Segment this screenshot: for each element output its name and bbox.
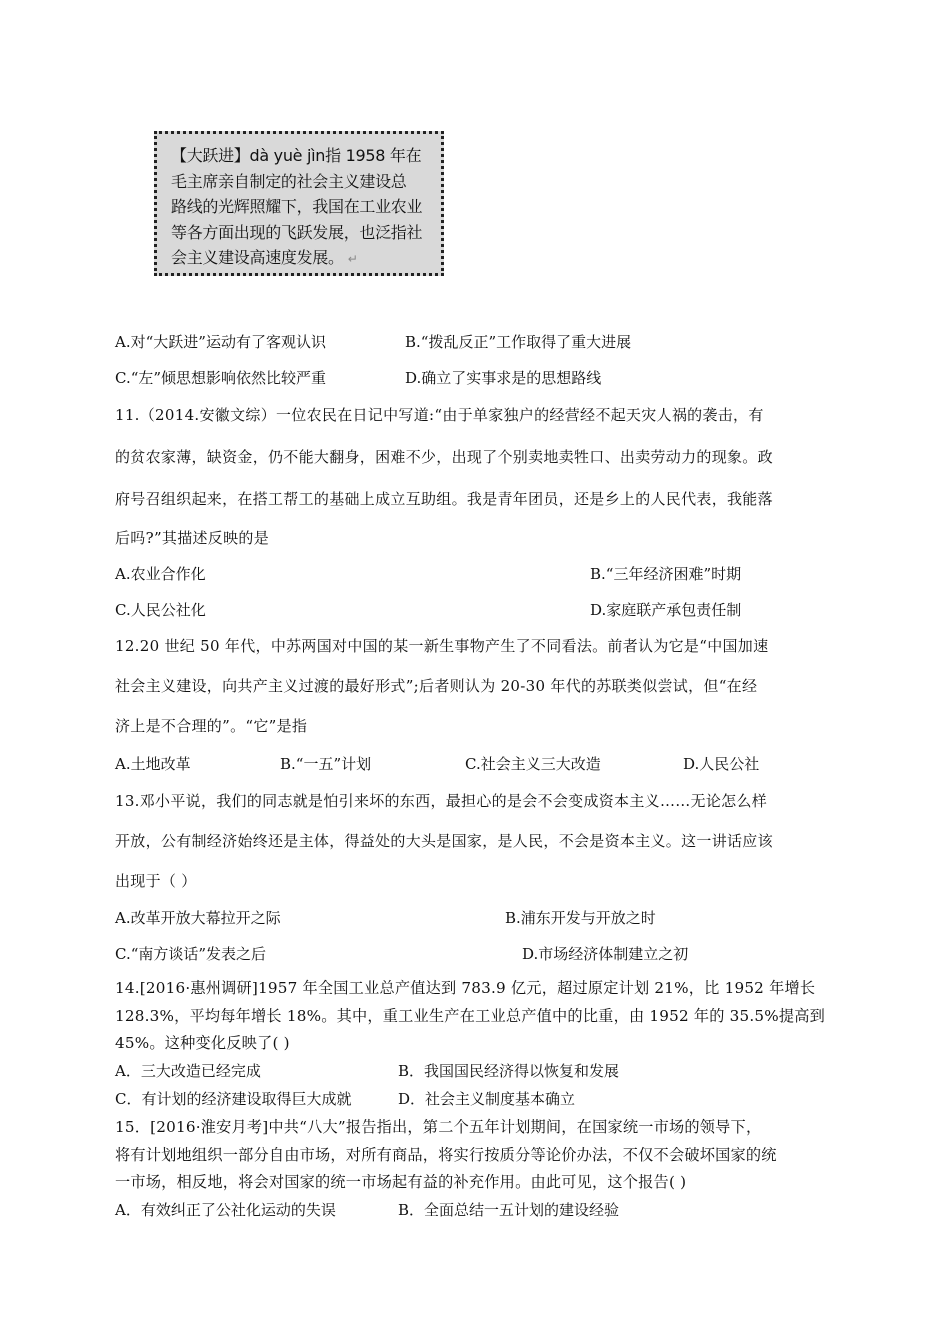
definition-line: 毛主席亲自制定的社会主义建设总 — [171, 171, 407, 191]
q14-option-b: B．我国国民经济得以恢复和发展 — [398, 1062, 620, 1080]
q14-option-d: D．社会主义制度基本确立 — [398, 1090, 576, 1108]
q14-option-a: A．三大改造已经完成 — [115, 1062, 261, 1080]
q13-option-a: A.改革开放大幕拉开之际 — [115, 909, 281, 927]
q11-option-d: D.家庭联产承包责任制 — [590, 601, 742, 619]
q12-option-a: A.土地改革 — [115, 755, 191, 773]
q12-stem-line: 济上是不合理的”。“它”是指 — [115, 717, 308, 735]
q10-option-c: C.“左”倾思想影响依然比较严重 — [115, 369, 327, 387]
q14-option-c: C．有计划的经济建设取得巨大成就 — [115, 1090, 352, 1108]
q13-option-b: B.浦东开发与开放之时 — [505, 909, 656, 927]
definition-line: 路线的光辉照耀下，我国在工业农业 — [171, 197, 423, 216]
q13-option-d: D.市场经济体制建立之初 — [522, 945, 689, 963]
q13-option-c: C.“南方谈话”发表之后 — [115, 945, 267, 963]
q11-stem-line: 后吗?”其描述反映的是 — [115, 529, 270, 547]
q10-option-a: A.对“大跃进”运动有了客观认识 — [115, 333, 326, 351]
q12-option-d: D.人民公社 — [683, 755, 760, 773]
q12-stem-line: 12.20 世纪 50 年代，中苏两国对中国的某一新生事物产生了不同看法。前者认为它是“中国加速 — [115, 637, 769, 655]
q14-stem-line: 128.3%，平均每年增长 18%。其中，重工业生产在工业总产值中的比重，由 1952 年的 35.5%提高到 — [115, 1007, 826, 1025]
q12-option-c: C.社会主义三大改造 — [465, 755, 601, 773]
q14-stem-line: 45%。这种变化反映了( ) — [115, 1034, 290, 1052]
q15-stem-line: 将有计划地组织一部分自由市场，对所有商品，将实行按质分等论价办法，不仅不会破坏国家的统 — [115, 1146, 777, 1164]
q13-stem-line: 13.邓小平说，我们的同志就是怕引来坏的东西，最担心的是会不会变成资本主义……无论怎么样 — [115, 792, 768, 810]
q11-option-b: B.“三年经济困难”时期 — [590, 565, 742, 583]
q11-option-c: C.人民公社化 — [115, 601, 206, 619]
q11-stem-line: 府号召组织起来，在搭工帮工的基础上成立互助组。我是青年团员，还是乡上的人民代表，我能落 — [115, 490, 773, 508]
q11-stem-line: 的贫农家薄，缺资金，仍不能大翻身，困难不少，出现了个别卖地卖牲口、出卖劳动力的现象。政 — [115, 448, 773, 466]
q13-stem-line: 开放，公有制经济始终还是主体，得益处的大头是国家，是人民，不会是资本主义。这一讲话应该 — [115, 832, 773, 850]
q12-stem-line: 社会主义建设，向共产主义过渡的最好形式”;后者则认为 20-30 年代的苏联类似尝试，但“在经 — [115, 677, 758, 695]
definition-line: 会主义建设高速度发展。 ↵ — [171, 248, 358, 267]
definition-box — [154, 131, 444, 276]
q15-stem-line: 一市场，相反地，将会对国家的统一市场起有益的补充作用。由此可见，这个报告( ) — [115, 1173, 687, 1191]
q12-option-b: B.“一五”计划 — [280, 755, 372, 773]
q11-stem-line: 11.（2014.安徽文综）一位农民在日记中写道:“由于单家独户的经营经不起天灾人祸的袭击，有 — [115, 406, 764, 424]
q10-option-b: B.“拨乱反正”工作取得了重大进展 — [405, 333, 632, 351]
q13-stem-line: 出现于（ ） — [115, 872, 197, 890]
q15-option-b: B．全面总结一五计划的建设经验 — [398, 1201, 620, 1219]
return-mark-icon: ↵ — [347, 252, 358, 266]
definition-line: 【大跃进】dà yuè jìn指 1958 年在 — [171, 146, 422, 165]
q15-option-a: A．有效纠正了公社化运动的失误 — [115, 1201, 336, 1219]
q10-option-d: D.确立了实事求是的思想路线 — [405, 369, 602, 387]
q15-stem-line: 15．[2016·淮安月考]中共“八大”报告指出，第二个五年计划期间，在国家统一市场的领导下， — [115, 1118, 762, 1136]
q11-option-a: A.农业合作化 — [115, 565, 206, 583]
definition-line: 等各方面出现的飞跃发展，也泛指社 — [171, 222, 423, 242]
q14-stem-line: 14.[2016·惠州调研]1957 年全国工业总产值达到 783.9 亿元，超过原定计划 21%，比 1952 年增长 — [115, 979, 816, 997]
